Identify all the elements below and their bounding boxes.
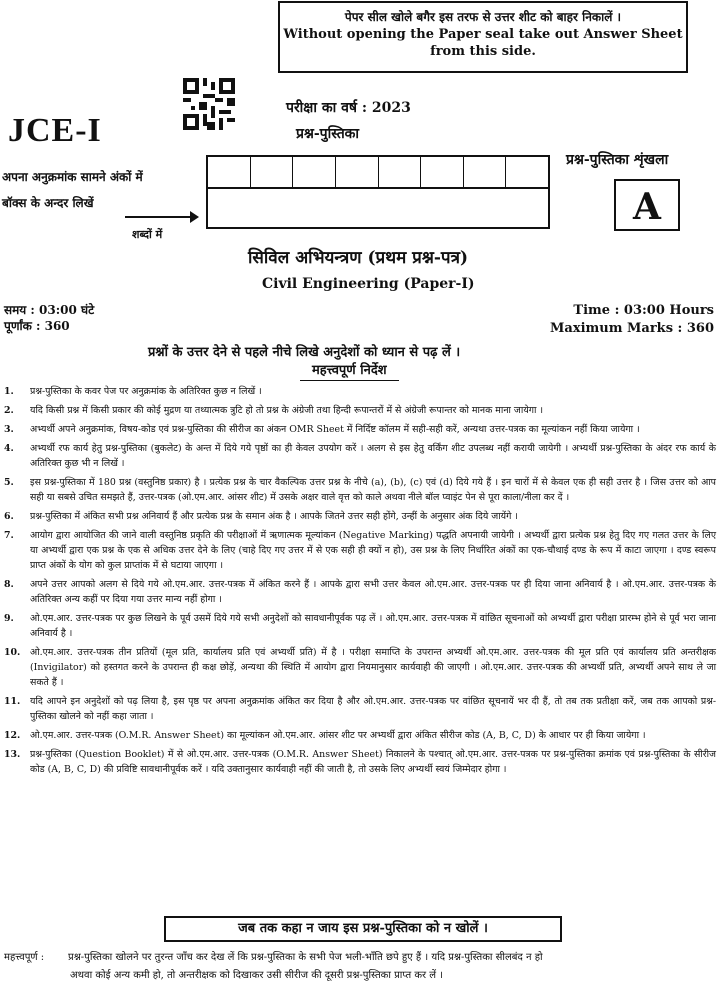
- instruction-number: 9.: [4, 613, 14, 624]
- digit-box[interactable]: [506, 157, 548, 187]
- instruction-text: अपने उत्तर आपको अलग से दिये गये ओ.एम.आर. उत्तर-पत्रक में अंकित करने हैं । आपके द्वारा सभी उत्तर केवल ओ.एम.आर. उत्तर-पत्रक पर ही दिया जाना अनिवार्य है । ओ.एम.आर. उत्तर-पत्रक के अतिरिक्त अन्य कहीं पर दिया गया उत्तर मान्य नहीं होगा ।: [30, 579, 716, 605]
- digit-box[interactable]: [208, 157, 251, 187]
- instruction-number: 2.: [4, 405, 14, 416]
- qr-code-icon: [183, 78, 235, 130]
- important-note-line-2: अथवा कोई अन्य कमी हो, तो अन्तरीक्षक को दिखाकर उसी सीरीज की दूसरी प्रश्न-पुस्तिका प्राप्त कर लें ।: [70, 970, 444, 981]
- do-not-open-notice: जब तक कहा न जाय इस प्रश्न-पुस्तिका को न खोलें ।: [164, 916, 562, 942]
- instruction-number: 3.: [4, 424, 14, 435]
- instruction-item: [4, 611, 716, 641]
- instruction-text: ओ.एम.आर. उत्तर-पत्रक तीन प्रतियों (मूल प्रति, कार्यालय प्रति एवं अभ्यर्थी प्रति) में है । परीक्षा समाप्ति के उपरान्त अभ्यर्थी ओ.एम.आर. उत्तर-पत्रक की मूल प्रति एवं कार्यालय प्रति अन्तरीक्षक (Invigilator) को हस्तगत करने के उपरान्त ही कक्ष छोड़ें, अन्यथा की स्थिति में आयोग द्वारा नियमानुसार कार्यवाही की जाएगी । ओ.एम.आर. उत्तर-पत्रक की अभ्यर्थी प्रति, अभ्यर्थी अपने साथ ले जा सकते हैं ।: [30, 647, 716, 688]
- instruction-item: [4, 728, 716, 743]
- instruction-text: यदि आपने इन अनुदेशों को पढ़ लिया है, इस पृष्ठ पर अपना अनुक्रमांक अंकित कर दिया है और ओ.एम.आर. उत्तर-पत्रक पर वांछित सूचनायें भर दी हैं, तो तब तक प्रतीक्षा करें, जब तक आपको प्रश्न-पुस्तिका खोलने को नहीं कहा जाता ।: [30, 696, 716, 722]
- instructions-list: [4, 384, 716, 781]
- instruction-number: 7.: [4, 530, 14, 541]
- instruction-text: प्रश्न-पुस्तिका में अंकित सभी प्रश्न अनिवार्य हैं और प्रत्येक प्रश्न के समान अंक है । आपके जितने उत्तर सही होंगे, उन्हीं के अनुसार अंक दिये जायेंगे ।: [30, 511, 518, 522]
- roll-instruction-line-2: बॉक्स के अन्दर लिखें: [2, 196, 94, 210]
- roll-number-digit-boxes[interactable]: [206, 155, 550, 189]
- instruction-text: यदि किसी प्रश्न में किसी प्रकार की कोई मुद्रण या तथ्यात्मक त्रुटि हो तो प्रश्न के अंग्रेजी तथा हिन्दी रूपान्तरों में से अंग्रेजी रूपान्तर को मानक माना जायेगा ।: [30, 405, 543, 416]
- instructions-heading: महत्त्वपूर्ण निर्देश: [300, 360, 399, 381]
- marks-hindi: पूर्णांक : 360: [4, 319, 70, 333]
- instruction-text: अभ्यर्थी रफ कार्य हेतु प्रश्न-पुस्तिका (बुकलेट) के अन्त में दिये गये पृष्ठों का ही केवल उपयोग करें । अलग से इस हेतु वर्किंग शीट उपलब्ध नहीं करायी जायेगी । अभ्यर्थी प्रश्न-पुस्तिका के अंदर रफ कार्य के अतिरिक्त कुछ भी न लिखें ।: [30, 443, 717, 469]
- seal-notice-box: [278, 1, 688, 73]
- digit-box[interactable]: [293, 157, 336, 187]
- subject-english: Civil Engineering (Paper-I): [262, 276, 475, 292]
- instruction-text: अभ्यर्थी अपने अनुक्रमांक, विषय-कोड एवं प्रश्न-पुस्तिका की सीरीज का अंकन OMR Sheet में निर्दिष्ट कॉलम में सही-सही करें, अन्यथा उत्तर-पत्रक का मूल्यांकन नहीं किया जायेगा ।: [30, 424, 640, 435]
- instruction-number: 1.: [4, 386, 14, 397]
- instruction-number: 10.: [4, 647, 21, 658]
- instruction-text: इस प्रश्न-पुस्तिका में 180 प्रश्न (वस्तुनिष्ठ प्रकार) है । प्रत्येक प्रश्न के चार वैकल्पिक उत्तर प्रश्न के नीचे (a), (b), (c) एवं (d) दिये गये हैं । इन चारों में से केवल एक ही सही उत्तर है । जिस उत्तर को आप सही या सबसे उचित समझते हैं, उत्तर-पत्रक (ओ.एम.आर. आंसर शीट) में उसके अक्षर वाले वृत्त को काले अथवा नीले बॉल प्वाइंट पेन से पूरा काला/नीला कर दें ।: [30, 477, 716, 503]
- instruction-text: ओ.एम.आर. उत्तर-पत्रक पर कुछ लिखने के पूर्व उसमें दिये गये सभी अनुदेशों को सावधानीपूर्वक पढ़ लें । ओ.एम.आर. उत्तर-पत्रक में वांछित सूचनाओं को अभ्यर्थी द्वारा परीक्षा प्रारम्भ होने से पूर्व भरा जाना अनिवार्य है ।: [30, 613, 716, 639]
- time-marks-hindi: [4, 302, 94, 334]
- instruction-item: [4, 422, 716, 437]
- roll-words-label: शब्दों में: [132, 228, 163, 241]
- seal-notice-english-1: Without opening the Paper seal take out Answer Sheet: [283, 27, 683, 42]
- instruction-number: 8.: [4, 579, 14, 590]
- instruction-number: 11.: [4, 696, 21, 707]
- roll-number-words-box[interactable]: [206, 189, 550, 229]
- digit-box[interactable]: [379, 157, 422, 187]
- digit-box[interactable]: [421, 157, 464, 187]
- roll-number-instruction: [2, 164, 143, 216]
- instruction-item: [4, 475, 716, 505]
- time-marks-english: [550, 302, 714, 338]
- series-value: A: [614, 179, 680, 231]
- instruction-item: [4, 384, 716, 399]
- booklet-title: प्रश्न-पुस्तिका: [296, 126, 360, 142]
- instruction-item: [4, 528, 716, 573]
- instruction-item: [4, 403, 716, 418]
- series-label: प्रश्न-पुस्तिका शृंखला: [566, 152, 669, 168]
- digit-box[interactable]: [251, 157, 294, 187]
- instruction-text: आयोग द्वारा आयोजित की जाने वाली वस्तुनिष्ठ प्रकृति की परीक्षाओं में ऋणात्मक मूल्यांकन (Negative Marking) पद्धति अपनायी जायेगी । अभ्यर्थी द्वारा प्रत्येक प्रश्न हेतु दिए गए गलत उत्तर के लिए या अभ्यर्थी द्वारा एक प्रश्न के एक से अधिक उत्तर देने के लिए (चाहे दिए गए उत्तर में से एक सही ही क्यों न हो), उस प्रश्न के लिए निर्धारित अंकों का एक-चौथाई दण्ड के रूप में काटा जाएगा । दण्ड स्वरूप प्राप्त अंकों के योग को कुल प्राप्तांक में से घटाया जाएगा ।: [30, 530, 716, 571]
- read-instructions-notice: प्रश्नों के उत्तर देने से पहले नीचे लिखे अनुदेशों को ध्यान से पढ़ लें ।: [148, 345, 461, 360]
- instruction-number: 13.: [4, 749, 21, 760]
- instruction-number: 12.: [4, 730, 21, 741]
- arrow-right-icon: [125, 216, 197, 218]
- instruction-item: [4, 694, 716, 724]
- seal-notice-english-2: from this side.: [430, 44, 536, 59]
- instruction-item: [4, 509, 716, 524]
- time-english: Time : 03:00 Hours: [573, 303, 714, 318]
- digit-box[interactable]: [336, 157, 379, 187]
- instruction-item: [4, 747, 716, 777]
- seal-notice-hindi: पेपर सील खोले बगैर इस तरफ से उत्तर शीट को बाहर निकालें ।: [344, 10, 622, 24]
- instruction-number: 6.: [4, 511, 14, 522]
- instruction-item: [4, 577, 716, 607]
- instruction-text: ओ.एम.आर. उत्तर-पत्रक (O.M.R. Answer Sheet) का मूल्यांकन ओ.एम.आर. आंसर शीट पर अभ्यर्थी द्वारा अंकित सीरीज कोड (A, B, C, D) के आधार पर ही किया जायेगा ।: [30, 730, 646, 741]
- instruction-item: [4, 441, 716, 471]
- important-note-label: महत्त्वपूर्ण :: [4, 952, 45, 963]
- exam-code: JCE-I: [8, 112, 102, 149]
- instruction-number: 4.: [4, 443, 14, 454]
- important-note-line-1: प्रश्न-पुस्तिका खोलने पर तुरन्त जाँच कर देख लें कि प्रश्न-पुस्तिका के सभी पेज भली-भाँति छपे हुए हैं । यदि प्रश्न-पुस्तिका सीलबंद न हो: [68, 952, 543, 963]
- time-hindi: समय : 03:00 घंटे: [4, 303, 95, 317]
- exam-year: परीक्षा का वर्ष : 2023: [286, 100, 411, 116]
- instruction-text: प्रश्न-पुस्तिका (Question Booklet) में से ओ.एम.आर. उत्तर-पत्रक (O.M.R. Answer Sheet) निकालने के पश्चात् ओ.एम.आर. उत्तर-पत्रक पर प्रश्न-पुस्तिका क्रमांक एवं प्रश्न-पुस्तिका के सीरीज कोड (A, B, C, D) की प्रविष्टि सावधानीपूर्वक करें । यदि उक्तानुसार कार्यवाही नहीं की जाती है, तो उसके लिए अभ्यर्थी स्वयं जिम्मेदार होगा ।: [30, 749, 716, 775]
- instruction-item: [4, 645, 716, 690]
- marks-english: Maximum Marks : 360: [550, 321, 714, 336]
- important-note: [4, 949, 716, 985]
- subject-hindi: सिविल अभियन्त्रण (प्रथम प्रश्न-पत्र): [248, 248, 469, 268]
- instruction-text: प्रश्न-पुस्तिका के कवर पेज पर अनुक्रमांक के अतिरिक्त कुछ न लिखें ।: [30, 386, 262, 397]
- roll-instruction-line-1: अपना अनुक्रमांक सामने अंकों में: [2, 170, 143, 184]
- digit-box[interactable]: [464, 157, 507, 187]
- instruction-number: 5.: [4, 477, 14, 488]
